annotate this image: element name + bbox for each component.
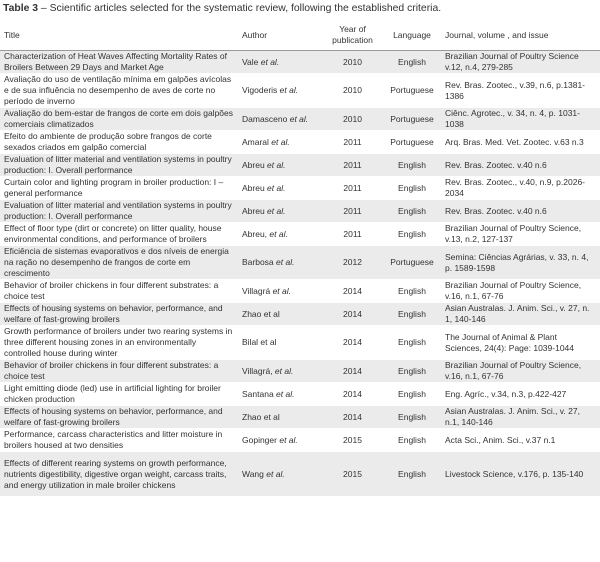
- cell-language: English: [383, 51, 441, 74]
- table-body: [0, 51, 600, 497]
- cell-language: Portuguese: [383, 74, 441, 108]
- author-etal: et al.: [272, 285, 291, 296]
- author-etal: et al.: [266, 468, 285, 479]
- cell-year: 2010: [322, 108, 383, 131]
- cell-author: [238, 360, 322, 383]
- table-row: [0, 51, 600, 74]
- cell-journal: Rev. Bras. Zootec., v.39, n.6, p.1381-1386: [441, 74, 600, 108]
- cell-year: 2014: [322, 360, 383, 383]
- cell-title: Evaluation of litter material and ventilation systems in poultry production: I. Overall performance: [0, 154, 238, 177]
- header-language: Language: [383, 20, 441, 51]
- cell-title: Curtain color and lighting program in broiler production: I – general performance: [0, 177, 238, 200]
- cell-author: [238, 452, 322, 497]
- header-year: Year of publication: [322, 20, 383, 51]
- caption-text: – Scientific articles selected for the systematic review, following the established criteria.: [38, 3, 442, 14]
- cell-title: Efeito do ambiente de produção sobre frangos de corte sexados criados em galpão comercial: [0, 131, 238, 154]
- cell-title: Light emitting diode (led) use in artificial lighting for broiler chicken production: [0, 383, 238, 406]
- cell-title: Performance, carcass characteristics and litter moisture in broilers housed at two densities: [0, 429, 238, 452]
- author-name: Abreu: [242, 182, 268, 193]
- cell-journal: Acta Sci., Anim. Sci., v.37 n.1: [441, 429, 600, 452]
- table-row: [0, 246, 600, 280]
- cell-title: Characterization of Heat Waves Affecting Mortality Rates of Broilers Between 29 Days and Market Age: [0, 51, 238, 74]
- cell-year: 2011: [322, 223, 383, 246]
- cell-journal: Rev. Bras. Zootec., v.40, n.9, p.2026-2034: [441, 177, 600, 200]
- cell-year: 2011: [322, 131, 383, 154]
- cell-year: 2014: [322, 303, 383, 326]
- author-name: Damasceno: [242, 113, 290, 124]
- author-name: Bilal et al: [242, 337, 277, 347]
- author-name: Abreu: [242, 205, 268, 216]
- author-name: Zhao et al: [242, 411, 280, 422]
- cell-language: English: [383, 326, 441, 360]
- table-row: [0, 303, 600, 326]
- cell-language: English: [383, 383, 441, 406]
- table-row: [0, 360, 600, 383]
- cell-year: 2011: [322, 154, 383, 177]
- cell-language: English: [383, 429, 441, 452]
- header-journal: Journal, volume , and issue: [441, 20, 600, 51]
- cell-journal: Livestock Science, v.176, p. 135-140: [441, 452, 600, 497]
- cell-title: Effect of floor type (dirt or concrete) on litter quality, house environmental conditions, and performance of broilers: [0, 223, 238, 246]
- author-etal: et al.: [267, 182, 286, 193]
- table-row: [0, 200, 600, 223]
- cell-journal: Brazilian Journal of Poultry Science, v.16, n.1, 67-76: [441, 360, 600, 383]
- cell-author: [238, 326, 322, 360]
- header-author: Author: [238, 20, 322, 51]
- author-etal: et al.: [260, 56, 280, 67]
- cell-language: English: [383, 280, 441, 303]
- cell-title: Behavior of broiler chickens in four different substrates: a choice test: [0, 280, 238, 303]
- cell-year: 2014: [322, 326, 383, 360]
- author-name: Vale: [242, 56, 261, 67]
- cell-title: Behavior of broiler chickens in four different substrates: a choice test: [0, 360, 238, 383]
- cell-journal: The Journal of Animal & Plant Sciences, 24(4): Page: 1039-1044: [441, 326, 600, 360]
- cell-title: Effects of different rearing systems on growth performance, nutrients digestibility, digestive organ weight, carcass traits, and energy utilization in male broiler chickens: [0, 452, 238, 497]
- cell-author: [238, 383, 322, 406]
- cell-language: Portuguese: [383, 131, 441, 154]
- author-name: Gopinger: [242, 434, 280, 445]
- cell-year: 2010: [322, 74, 383, 108]
- table-row: [0, 383, 600, 406]
- cell-year: 2014: [322, 280, 383, 303]
- table-row: [0, 452, 600, 497]
- cell-journal: Arq. Bras. Med. Vet. Zootec. v.63 n.3: [441, 131, 600, 154]
- author-etal: et al.: [279, 434, 298, 445]
- cell-language: English: [383, 177, 441, 200]
- author-name: Vigoderis: [242, 85, 280, 95]
- cell-year: 2014: [322, 383, 383, 406]
- author-name: Zhao et al: [242, 308, 280, 319]
- cell-title: Evaluation of litter material and ventilation systems in poultry production: I. Overall performance: [0, 200, 238, 223]
- cell-language: English: [383, 154, 441, 177]
- cell-language: English: [383, 200, 441, 223]
- cell-year: 2015: [322, 429, 383, 452]
- cell-author: [238, 200, 322, 223]
- cell-journal: Asian Australas. J. Anim. Sci., v. 27, n. 1, 140-146: [441, 303, 600, 326]
- author-etal: et al.: [274, 365, 294, 376]
- cell-language: English: [383, 452, 441, 497]
- articles-table: [0, 20, 600, 497]
- cell-journal: Rev. Bras. Zootec. v.40 n.6: [441, 154, 600, 177]
- cell-language: English: [383, 360, 441, 383]
- table-row: [0, 131, 600, 154]
- author-etal: et al.: [289, 113, 309, 124]
- header-title: Title: [0, 20, 238, 51]
- table-header-row: [0, 20, 600, 51]
- cell-title: Effects of housing systems on behavior, performance, and welfare of fast-growing broilers: [0, 406, 238, 429]
- author-etal: et al.: [267, 159, 286, 170]
- cell-title: Eficiência de sistemas evaporativos e dos níveis de energia na ração no desempenho de frangos de corte em crescimento: [0, 246, 238, 280]
- cell-title: Growth performance of broilers under two rearing systems in three different housing zones in an environmentally controlled house during winter: [0, 326, 238, 360]
- cell-journal: Brazilian Journal of Poultry Science, v.16, n.1, 67-76: [441, 280, 600, 303]
- cell-journal: Eng. Agríc., v.34, n.3, p.422-427: [441, 383, 600, 406]
- author-name: Amaral: [242, 136, 272, 147]
- cell-title: Effects of housing systems on behavior, performance, and welfare of fast-growing broilers: [0, 303, 238, 326]
- author-name: Abreu,: [242, 228, 270, 239]
- cell-journal: Ciênc. Agrotec., v. 34, n. 4, p. 1031-1038: [441, 108, 600, 131]
- table-row: [0, 280, 600, 303]
- author-etal: et al.: [267, 205, 286, 216]
- table-row: [0, 74, 600, 108]
- cell-author: [238, 280, 322, 303]
- table-row: [0, 154, 600, 177]
- cell-journal: Semina: Ciências Agrárias, v. 33, n. 4, p. 1589-1598: [441, 246, 600, 280]
- author-name: Villagrá: [242, 285, 273, 296]
- cell-journal: Asian Australas. J. Anim. Sci., v. 27, n.1, 140-146: [441, 406, 600, 429]
- author-name: Barbosa: [242, 257, 277, 267]
- cell-journal: Brazilian Journal of Poultry Science, v.13, n.2, 127-137: [441, 223, 600, 246]
- author-etal: et al.: [276, 257, 295, 267]
- table-row: [0, 406, 600, 429]
- cell-year: 2011: [322, 200, 383, 223]
- cell-author: [238, 303, 322, 326]
- cell-title: Avaliação do bem-estar de frangos de corte em dois galpões comerciais climatizados: [0, 108, 238, 131]
- cell-journal: Brazilian Journal of Poultry Science v.12, n.4, 279-285: [441, 51, 600, 74]
- cell-year: 2010: [322, 51, 383, 74]
- cell-title: Avaliação do uso de ventilação mínima em galpões avícolas e de sua influência no desempenho de aves de corte no período de inverno: [0, 74, 238, 108]
- author-name: Santana: [242, 388, 277, 399]
- cell-author: [238, 51, 322, 74]
- table-row: [0, 108, 600, 131]
- cell-language: Portuguese: [383, 108, 441, 131]
- cell-author: [238, 131, 322, 154]
- cell-author: [238, 74, 322, 108]
- cell-language: English: [383, 303, 441, 326]
- author-name: Villagrá,: [242, 365, 275, 376]
- cell-year: 2012: [322, 246, 383, 280]
- cell-author: [238, 154, 322, 177]
- cell-year: 2014: [322, 406, 383, 429]
- author-etal: et al.: [276, 388, 295, 399]
- cell-language: English: [383, 223, 441, 246]
- table-row: [0, 177, 600, 200]
- table-row: [0, 429, 600, 452]
- table-caption: [0, 0, 600, 20]
- caption-label: Table 3: [3, 3, 39, 14]
- cell-language: Portuguese: [383, 246, 441, 280]
- author-name: Wang: [242, 468, 267, 479]
- cell-author: [238, 108, 322, 131]
- cell-year: 2011: [322, 177, 383, 200]
- author-etal: et al.: [269, 228, 288, 239]
- author-etal: et al.: [279, 85, 299, 95]
- cell-author: [238, 406, 322, 429]
- cell-journal: Rev. Bras. Zootec. v.40 n.6: [441, 200, 600, 223]
- cell-language: English: [383, 406, 441, 429]
- cell-author: [238, 429, 322, 452]
- cell-author: [238, 223, 322, 246]
- table-row: [0, 326, 600, 360]
- cell-year: 2015: [322, 452, 383, 497]
- cell-author: [238, 246, 322, 280]
- author-etal: et al.: [271, 136, 290, 147]
- author-name: Abreu: [242, 159, 268, 170]
- table-row: [0, 223, 600, 246]
- cell-author: [238, 177, 322, 200]
